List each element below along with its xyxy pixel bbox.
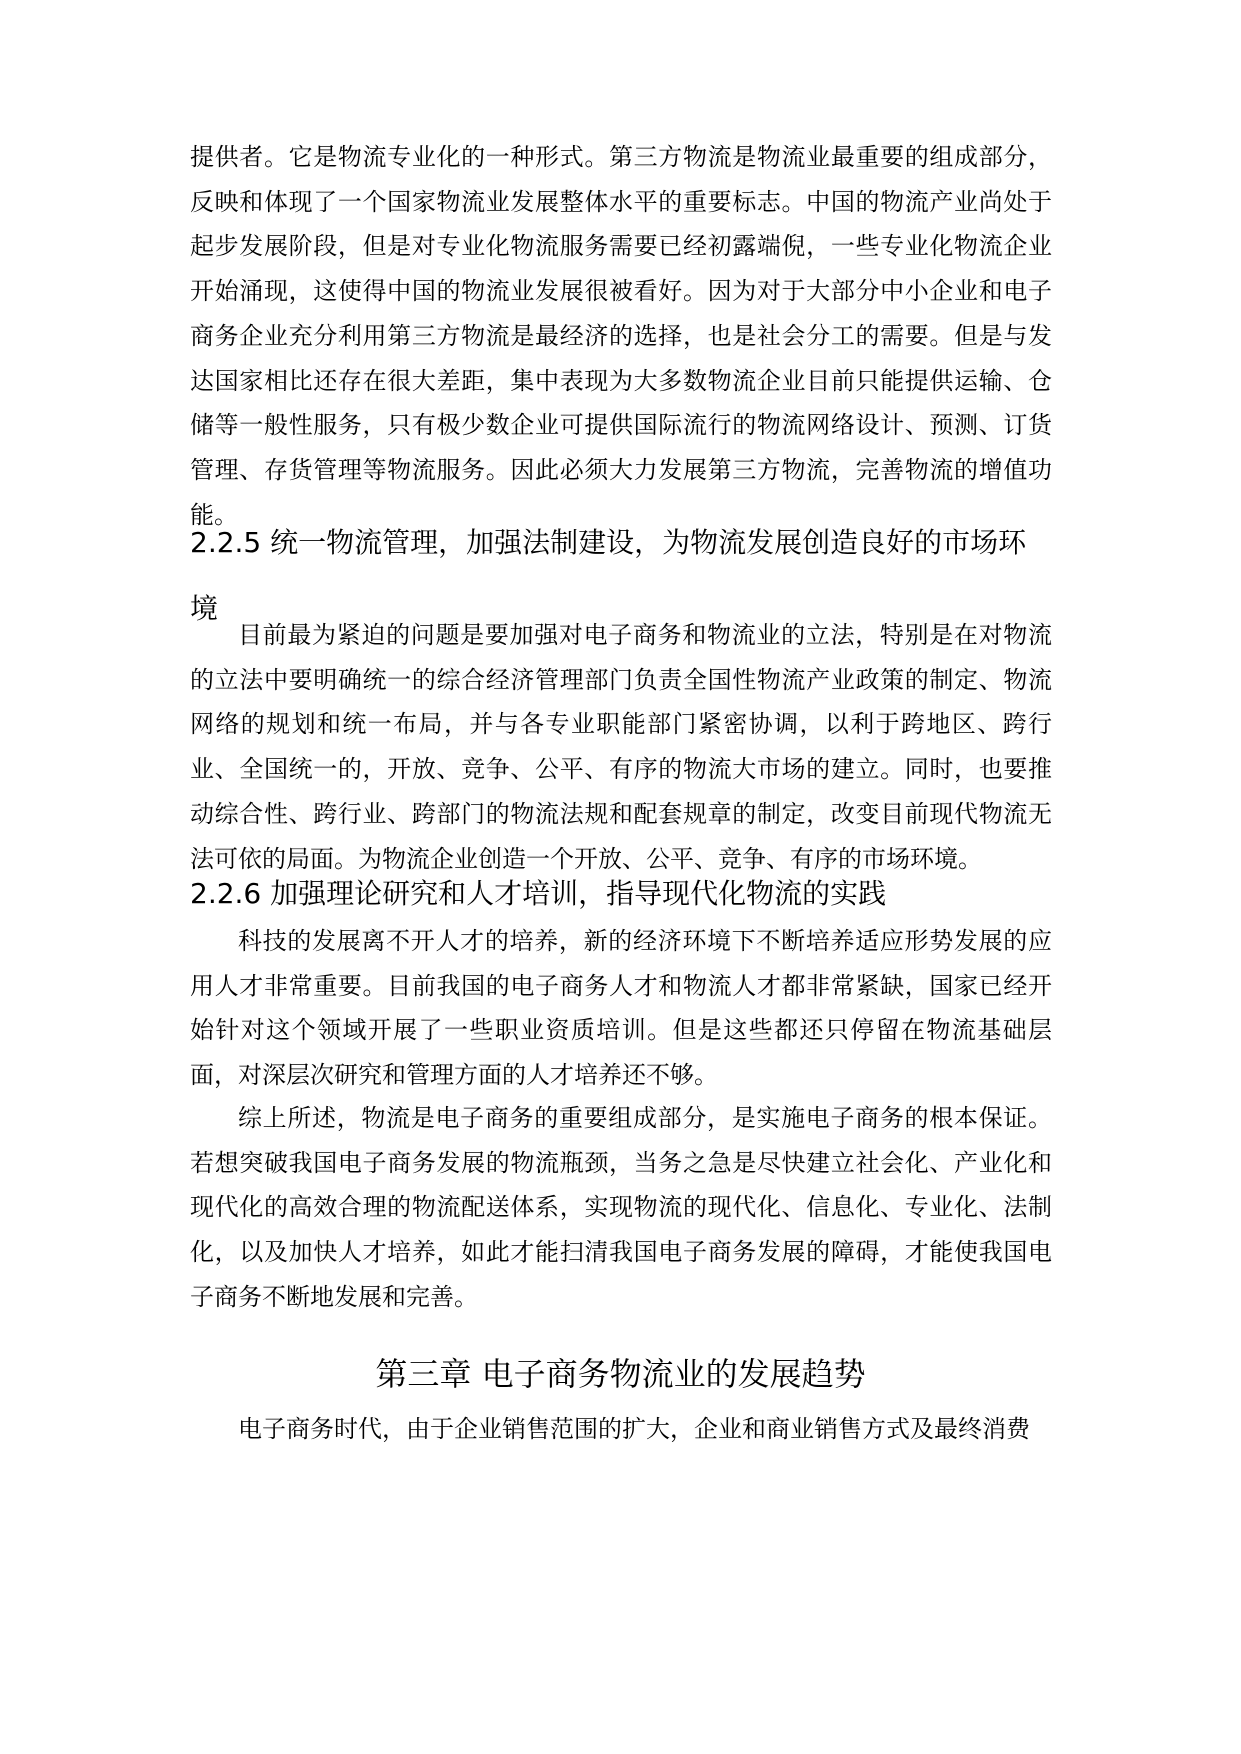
paragraph-third-party-logistics: 提供者。它是物流专业化的一种形式。第三方物流是物流业最重要的组成部分，反映和体现了一个国家物流业发展整体水平的重要标志。中国的物流产业尚处于起步发展阶段，但是对专业化物流服务需要已经初露端倪，一些专业化物流企业开始涌现，这使得中国的物流业发展很被看好。因为对于大部分中小企业和电子商务企业充分利用第三方物流是最经济的选择，也是社会分工的需要。但是与发达国家相比还存在很大差距，集中表现为大多数物流企业目前只能提供运输、仓储等一般性服务，只有极少数企业可提供国际流行的物流网络设计、预测、订货管理、存货管理等物流服务。因此必须大力发展第三方物流，完善物流的增值功能。 [190,143,1052,529]
section-heading-2-2-6: 2.2.6 加强理论研究和人才培训，指导现代化物流的实践 [190,877,887,910]
paragraph-chapter-intro: 电子商务时代，由于企业销售范围的扩大，企业和商业销售方式及最终消费 [238,1415,1030,1443]
paragraph-summary: 综上所述，物流是电子商务的重要组成部分，是实施电子商务的根本保证。若想突破我国电子商务发展的物流瓶颈，当务之急是尽快建立社会化、产业化和现代化的高效合理的物流配送体系，实现物流的现代化、信息化、专业化、法制化，以及加快人才培养，如此才能扫清我国电子商务发展的障碍，才能使我国电子商务不断地发展和完善。 [190,1104,1052,1311]
chapter-title: 第三章 电子商务物流业的发展趋势 [375,1355,866,1393]
paragraph-talent-training: 科技的发展离不开人才的培养，新的经济环境下不断培养适应形势发展的应用人才非常重要。目前我国的电子商务人才和物流人才都非常紧缺，国家已经开始针对这个领域开展了一些职业资质培训。但是这些都还只停留在物流基础层面，对深层次研究和管理方面的人才培养还不够。 [190,927,1052,1090]
paragraph-legislation: 目前最为紧迫的问题是要加强对电子商务和物流业的立法，特别是在对物流的立法中要明确统一的综合经济管理部门负责全国性物流产业政策的制定、物流网络的规划和统一布局，并与各专业职能部门紧密协调，以利于跨地区、跨行业、全国统一的，开放、竞争、公平、有序的物流大市场的建立。同时，也要推动综合性、跨行业、跨部门的物流法规和配套规章的制定，改变目前现代物流无法可依的局面。为物流企业创造一个开放、公平、竞争、有序的市场环境。 [190,621,1052,873]
section-heading-2-2-5: 2.2.5 统一物流管理，加强法制建设，为物流发展创造良好的市场环境 [190,526,1027,625]
